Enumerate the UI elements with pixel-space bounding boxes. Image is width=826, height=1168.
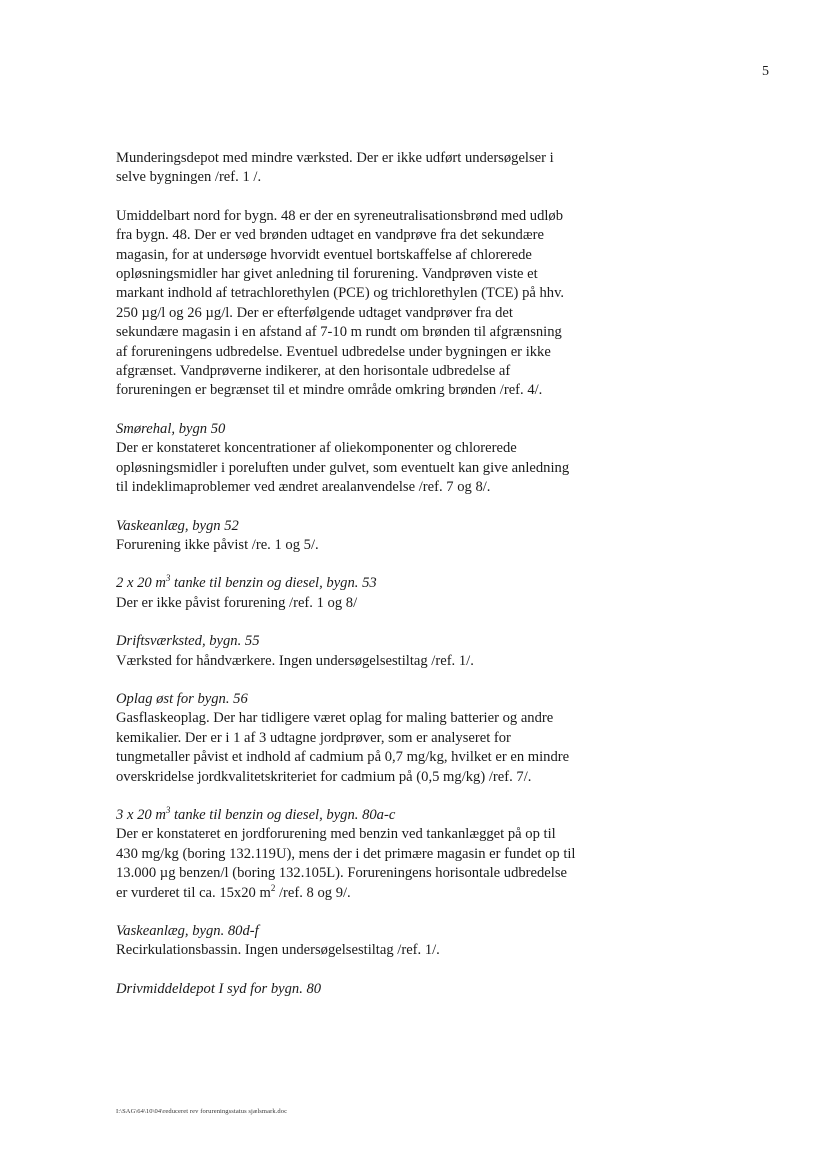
section-text: Der er ikke påvist forurening /ref. 1 og 8/ (116, 594, 358, 611)
section-heading: Smørehal, bygn 50 (116, 420, 226, 437)
section-heading: Vaskeanlæg, bygn. 80d-f (116, 923, 259, 939)
intro-paragraph: Munderingsdepot med mindre værksted. Der er ikke udført undersøgelser i selve bygningen /ref. 1 /. (116, 150, 554, 186)
section-heading: Oplag øst for bygn. 56 (116, 690, 248, 707)
heading-part: tanke til benzin og diesel, bygn. 80a-c (170, 806, 396, 823)
section-tanke-53 (116, 574, 576, 613)
section-tanke-80 (116, 806, 576, 903)
section-text: Der er konstateret koncentrationer af oliekomponenter og chlorerede opløsningsmidler i poreluften under gulvet, som eventuelt kan give anledning til indeklimaproblemer ved ændret arealanvendelse /ref. 7 og 8/. (116, 440, 570, 496)
section-vaskeanlaeg-80 (116, 922, 576, 961)
document-body (116, 149, 576, 1018)
section-heading: Vaskeanlæg, bygn 52 (116, 517, 239, 534)
section-text (116, 825, 576, 903)
superscript: 2 (270, 882, 276, 893)
section-oplag-56 (116, 690, 576, 787)
heading-part: tanke til benzin og diesel, bygn. 53 (170, 575, 377, 592)
section-text: Værksted for håndværkere. Ingen undersøgelsestiltag /ref. 1/. (116, 652, 474, 669)
footer-file-path: I:\SAG\64\10\04\reduceret rev forureningsstatus sjælsmark.doc (116, 1108, 288, 1115)
section-driftsvaerksted (116, 632, 576, 671)
text-part: /ref. 8 og 9/. (275, 884, 351, 901)
heading-part: 3 x 20 m (116, 806, 166, 823)
section-drivmiddeldepot (116, 980, 576, 999)
text-part: Der er konstateret en jordforurening med benzin ved tankanlægget på op til 430 mg/kg (boring 132.119U), mens der i det primære magasin er fundet op til 13.000 µg benzen/l (boring 132.105L). Forureningens horisontale udbredelse er vurderet til ca. 15x20 m (116, 826, 576, 901)
superscript: 3 (165, 573, 171, 584)
page-number: 5 (762, 64, 769, 79)
section-heading (116, 574, 576, 593)
section-text: Forurening ikke påvist /re. 1 og 5/. (116, 536, 319, 553)
section-heading: Drivmiddeldepot I syd for bygn. 80 (116, 980, 322, 997)
section-text: Gasflaskeoplag. Der har tidligere været oplag for maling batterier og andre kemikalier. Der er i 1 af 3 udtagne jordprøver, som er analyseret for tungmetaller påvist et indhold af cadmium på 0,7 mg/kg, hvilket er en mindre overskridelse jordkvalitetskriteriet for cadmium på (0,5 mg/kg) /ref. 7/. (116, 710, 570, 785)
section-vaskeanlaeg-52 (116, 517, 576, 556)
section-heading (116, 806, 576, 825)
section-text: Recirkulationsbassin. Ingen undersøgelsestiltag /ref. 1/. (116, 942, 440, 959)
heading-part: 2 x 20 m (116, 575, 166, 592)
section-heading: Driftsværksted, bygn. 55 (116, 633, 260, 650)
section-smorehal (116, 420, 576, 498)
superscript: 3 (165, 805, 171, 816)
paragraph-bygn-48: Umiddelbart nord for bygn. 48 er der en syreneutralisationsbrønd med udløb fra bygn. 48. Der er ved brønden udtaget en vandprøve fra det sekundære magasin, for at undersøge hvorvidt eventuel bortskaffelse af chlorerede opløsningsmidler har givet anledning til forurening. Vandprøven viste et markant indhold af tetrachlorethylen (PCE) og trichlorethylen (TCE) på hhv. 250 µg/l og 26 µg/l. Der er efterfølgende udtaget vandprøver fra det sekundære magasin i en afstand af 7-10 m rundt om brønden til afgrænsning af forureningens udbredelse. Eventuel udbredelse under bygningen er ikke afgrænset. Vandprøverne indikerer, at den horisontale udbredelse af forureningen er begrænset til et mindre område omkring brønden /ref. 4/. (116, 207, 565, 399)
